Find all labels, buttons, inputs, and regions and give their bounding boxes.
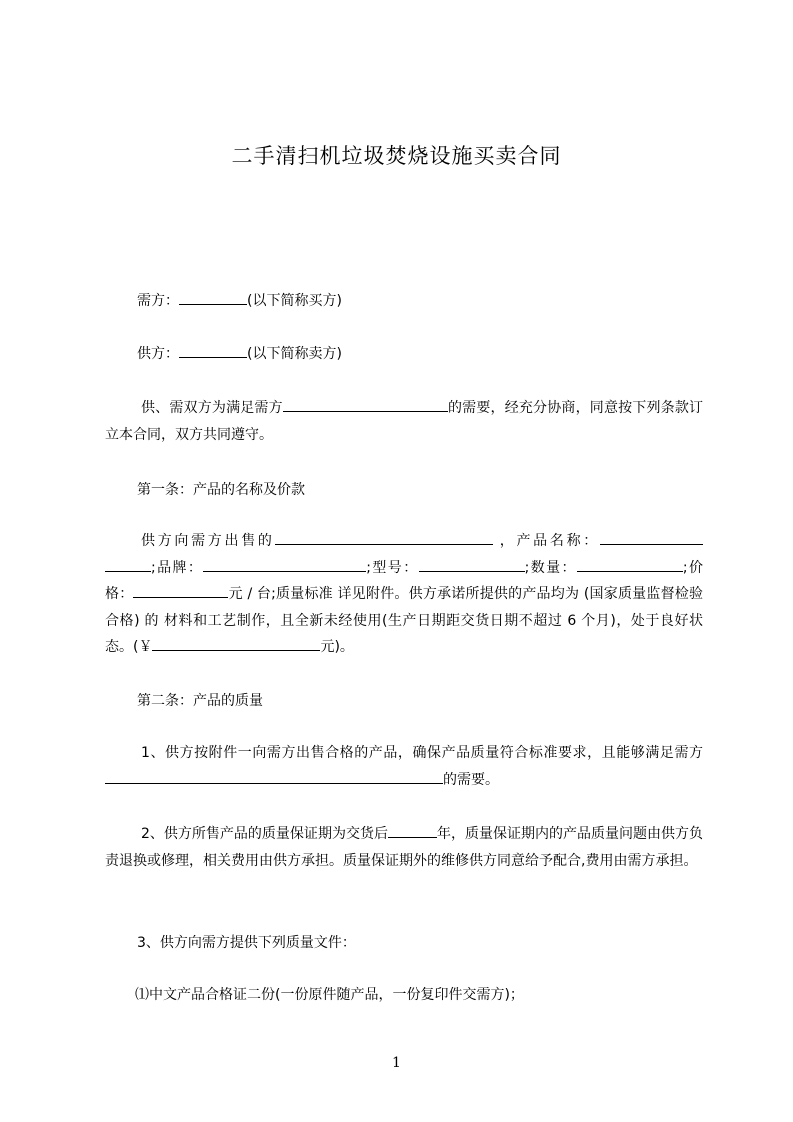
article2-item2: 2、供方所售产品的质量保证期为交货后 年，质量保证期内的产品质量问题由供方负责退换或修理，相关费用由供方承担。质量保证期外的维修供方同意给予配合,费用由需方承担。	[105, 821, 703, 874]
model-blank	[419, 557, 525, 572]
product-name-blank	[600, 530, 703, 545]
seller-label: 供方：	[137, 346, 179, 362]
item1-blank	[105, 769, 443, 784]
quantity-blank	[577, 557, 655, 572]
article1-paragraph: 供方向需方出售的 ，产品名称：;品牌： ;型号： ;数量： ;价格： 元 / 台;质量标准 详见附件。供方承诺所提供的产品均为 (国家质量监督检验合格) 的 材料和工艺制作，且全新未经使用(生产日期距交货日期不超过 6 个月)，处于良好状态。(￥ 元)。	[105, 528, 703, 661]
total-amount-blank	[152, 636, 320, 651]
seller-line	[105, 341, 703, 368]
article2-item3: 3、供方向需方提供下列质量文件：	[137, 935, 356, 951]
warranty-years-blank	[388, 823, 437, 838]
product-blank	[275, 530, 493, 545]
buyer-note: (以下简称买方)	[247, 293, 342, 309]
brand-blank	[203, 557, 366, 572]
buyer-label: 需方：	[137, 293, 179, 309]
buyer-name-blank	[179, 290, 247, 305]
article1-heading: 第一条：产品的名称及价款	[137, 482, 305, 498]
contract-title: 二手清扫机垃圾焚烧设施买卖合同	[231, 144, 562, 168]
seller-note: (以下简称卖方)	[247, 346, 342, 362]
price-blank	[133, 583, 228, 598]
article2-heading: 第二条：产品的质量	[137, 693, 263, 709]
intro-blank	[283, 397, 448, 412]
buyer-line	[105, 288, 703, 315]
article2-item3-1: ⑴中文产品合格证二份(一份原件随产品，一份复印件交需方)；	[135, 987, 524, 1003]
intro-paragraph: 供、需双方为满足需方 的需要，经充分协商，同意按下列条款订立本合同，双方共同遵守。	[105, 395, 703, 448]
seller-name-blank	[179, 343, 247, 358]
product-name-blank-cont	[105, 557, 151, 572]
page-number: 1	[392, 1055, 401, 1071]
article2-item1: 1、供方按附件一向需方出售合格的产品，确保产品质量符合标准要求，且能够满足需方的需要。	[105, 740, 703, 793]
quantity-blank-cont	[655, 557, 683, 572]
